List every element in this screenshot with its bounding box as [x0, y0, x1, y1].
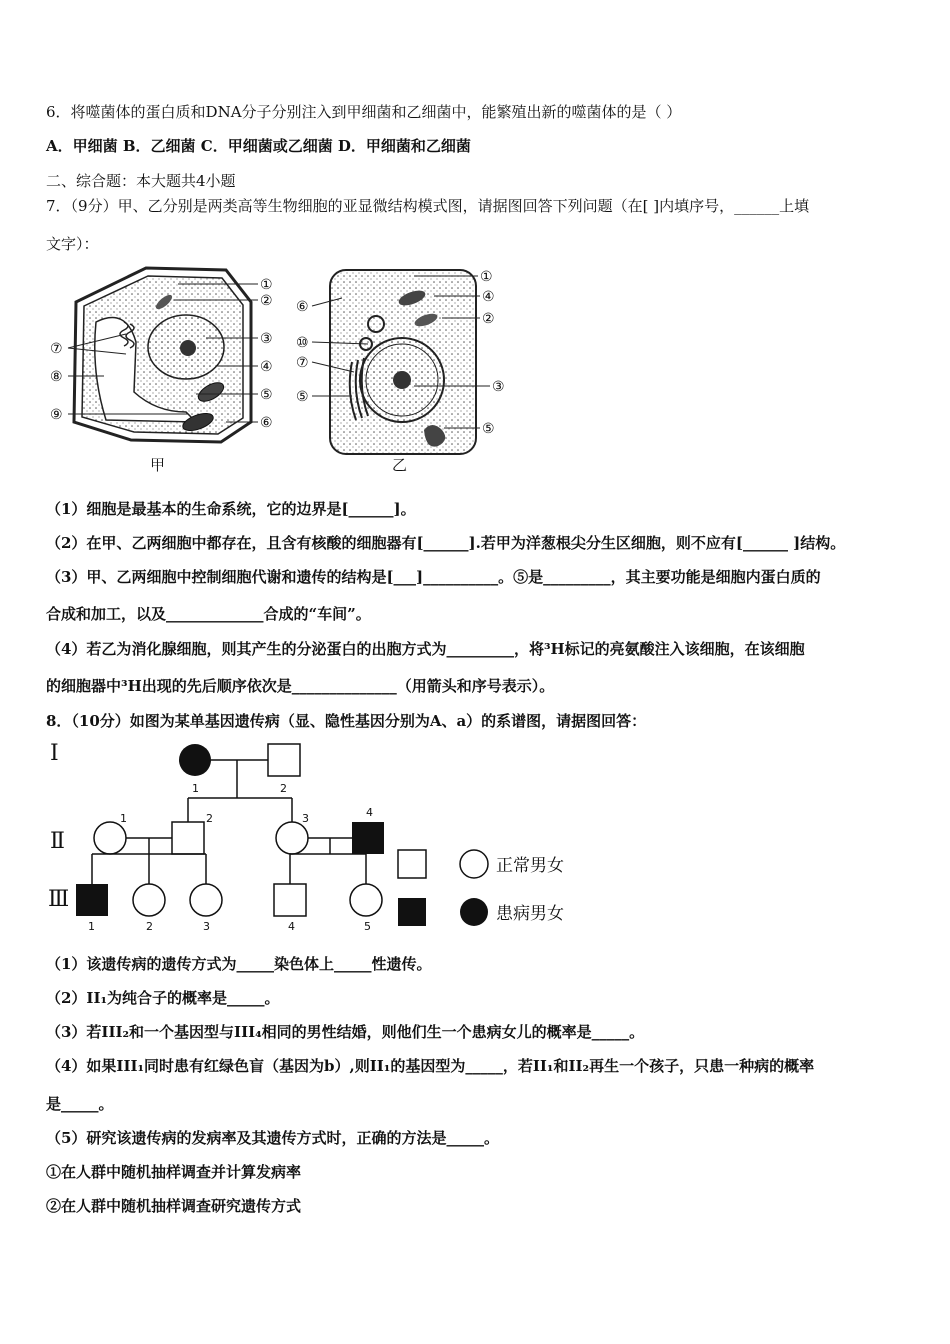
III3-normal-female — [190, 884, 222, 916]
II4-num: 4 — [366, 806, 373, 819]
q8-part3: （3）若III₂和一个基因型与III₄相同的男性结婚，则他们生一个患病女儿的概率是_____。 — [46, 1023, 645, 1041]
q7-part3-line2: 合成和加工，以及_____________合成的“车间”。 — [46, 605, 371, 623]
II2-normal-male — [172, 822, 204, 854]
plant-label-5: ⑤ — [260, 387, 273, 403]
plant-label-1: ① — [260, 277, 273, 293]
plant-label-6: ⑥ — [260, 415, 273, 431]
III5-normal-female — [350, 884, 382, 916]
legend-normal-male — [398, 850, 426, 878]
q7-stem-line1: 7．（9分）甲、乙分别是两类高等生物细胞的亚显微结构模式图，请据图回答下列问题（在[ ]内填序号，______上填 — [46, 197, 810, 215]
q8-stem: 8．（10分）如图为某单基因遗传病（显、隐性基因分别为A、a）的系谱图，请据图回答： — [46, 712, 647, 730]
animal-label-5-left: ⑤ — [296, 389, 309, 405]
animal-label-4: ④ — [482, 289, 495, 305]
III1-affected-male — [76, 884, 108, 916]
q7-part4-line1: （4）若乙为消化腺细胞，则其产生的分泌蛋白的出胞方式为_________，将³H标记的亮氨酸注入该细胞，在该细胞 — [46, 640, 805, 658]
q8-option1: ①在人群中随机抽样调查并计算发病率 — [46, 1163, 302, 1181]
plant-caption: 甲 — [150, 456, 166, 474]
animal-caption: 乙 — [392, 456, 408, 474]
animal-label-3: ③ — [492, 379, 505, 395]
plant-label-4: ④ — [260, 359, 273, 375]
q8-part5: （5）研究该遗传病的发病率及其遗传方式时，正确的方法是_____。 — [46, 1129, 499, 1147]
III2-normal-female — [133, 884, 165, 916]
animal-label-1: ① — [480, 269, 493, 285]
gen-label-3: Ⅲ — [48, 887, 70, 912]
II1-num: 1 — [120, 812, 127, 825]
q8-part4-line2: 是_____。 — [46, 1095, 114, 1113]
legend-normal-female — [460, 850, 488, 878]
q7-stem-line2: 文字）： — [46, 235, 99, 253]
animal-label-7: ⑦ — [296, 355, 309, 371]
legend-affected-male — [398, 898, 426, 926]
animal-label-2: ② — [482, 311, 495, 327]
I1-num: 1 — [192, 782, 199, 795]
III4-normal-male — [274, 884, 306, 916]
plant-label-9: ⑨ — [50, 407, 63, 423]
II3-normal-female — [276, 822, 308, 854]
q7-part3-line1: （3）甲、乙两细胞中控制细胞代谢和遗传的结构是[___]__________。⑤是_________，其主要功能是细胞内蛋白质的 — [46, 568, 821, 586]
q6-stem: 6．将噬菌体的蛋白质和DNA分子分别注入到甲细菌和乙细菌中，能繁殖出新的噬菌体的是（ ） — [46, 103, 682, 121]
q8-part4-line1: （4）如果III₁同时患有红绿色盲（基因为b）,则II₁的基因型为_____，若II₁和II₂再生一个孩子，只患一种病的概率 — [46, 1057, 815, 1075]
plant-label-3: ③ — [260, 331, 273, 347]
animal-label-5-right: ⑤ — [482, 421, 495, 437]
q7-part1: （1）细胞是最基本的生命系统，它的边界是[______]。 — [46, 500, 416, 518]
q7-part2: （2）在甲、乙两细胞中都存在，且含有核酸的细胞器有[______].若甲为洋葱根尖分生区细胞，则不应有[______ ]结构。 — [46, 534, 846, 552]
III4-num: 4 — [288, 920, 295, 933]
III1-num: 1 — [88, 920, 95, 933]
plant-label-7: ⑦ — [50, 341, 63, 357]
III5-num: 5 — [364, 920, 371, 933]
figure-pedigree — [46, 738, 606, 938]
legend-normal-label: 正常男女 — [496, 856, 564, 876]
animal-label-10: ⑩ — [296, 335, 309, 351]
III3-num: 3 — [203, 920, 210, 933]
q7-part4-line2: 的细胞器中³H出现的先后顺序依次是______________（用箭头和序号表示）。 — [46, 677, 555, 695]
animal-label-6: ⑥ — [296, 299, 309, 315]
II3-num: 3 — [302, 812, 309, 825]
III2-num: 2 — [146, 920, 153, 933]
q8-option2: ②在人群中随机抽样调查研究遗传方式 — [46, 1197, 302, 1215]
plant-label-8: ⑧ — [50, 369, 63, 385]
I2-normal-male — [268, 744, 300, 776]
figure-plant-cell — [46, 262, 286, 480]
II2-num: 2 — [206, 812, 213, 825]
gen-label-1: Ⅰ — [50, 741, 59, 766]
legend-affected-female — [460, 898, 488, 926]
I2-num: 2 — [280, 782, 287, 795]
gen-label-2: Ⅱ — [50, 829, 65, 854]
legend-affected-label: 患病男女 — [496, 904, 564, 924]
II1-normal-female — [94, 822, 126, 854]
II4-affected-male — [352, 822, 384, 854]
q8-part1: （1）该遗传病的遗传方式为_____染色体上_____性遗传。 — [46, 955, 432, 973]
q8-part2: （2）II₁为纯合子的概率是_____。 — [46, 989, 280, 1007]
section-title: 二、综合题：本大题共4小题 — [46, 172, 236, 190]
figure-animal-cell — [294, 262, 514, 480]
plant-label-2: ② — [260, 293, 273, 309]
q6-options: A．甲细菌 B．乙细菌 C．甲细菌或乙细菌 D．甲细菌和乙细菌 — [46, 137, 471, 155]
I1-affected-female — [179, 744, 211, 776]
